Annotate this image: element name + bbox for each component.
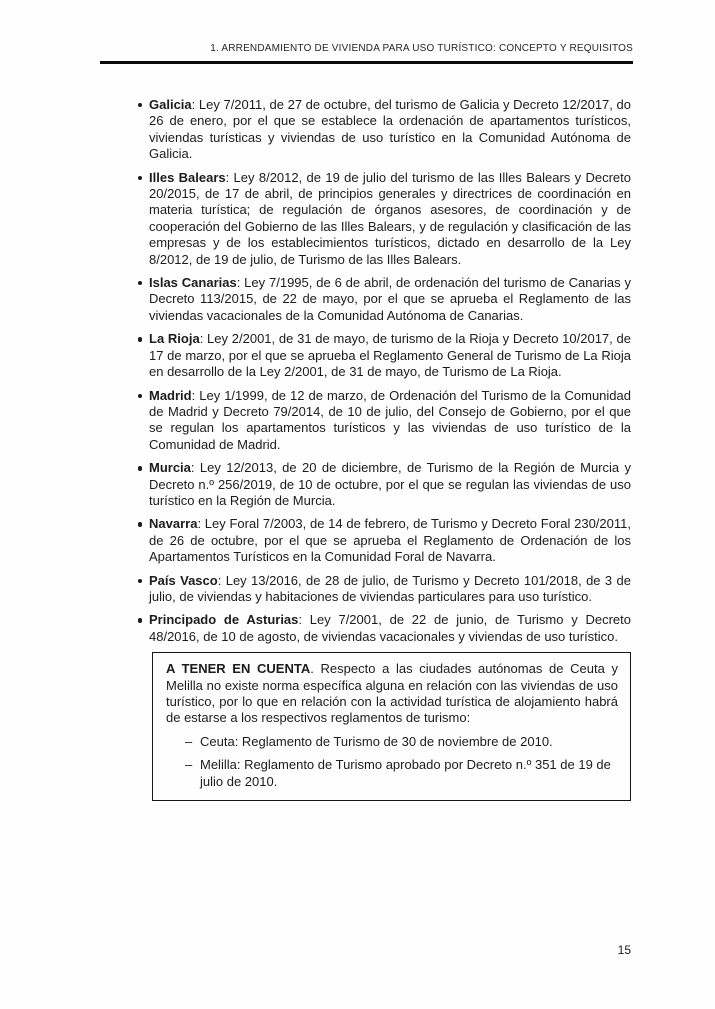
note-title: A TENER EN CUENTA bbox=[166, 661, 311, 677]
legislation-text: : Ley 12/2013, de 20 de diciembre, de Turismo de la Región de Murcia y Decreto n.º 256/2019, de 10 de octubre, por el que se regulan las viviendas de uso turístico en la Región de Murcia. bbox=[149, 460, 631, 508]
legislation-text: : Ley 13/2016, de 28 de julio, de Turismo y Decreto 101/2018, de 3 de julio, de viviendas y habitaciones de viviendas particulares para uso turístico. bbox=[149, 572, 631, 604]
legislation-item-la-rioja bbox=[137, 331, 631, 380]
legislation-text: : Ley 8/2012, de 19 de julio del turismo de las Illes Balears y Decreto 20/2015, de 17 de abril, de principios generales y directrices de coordinación en materia turística; de regulación de órganos asesores, de coordinación y de cooperación del Gobierno de las Illes Balears, y de regulación y clasificación de las empresas y de los establecimientos turísticos, dictado en desarrollo de la Ley 8/2012, de 19 de julio, de Turismo de las Illes Balears. bbox=[149, 169, 631, 267]
legislation-text: : Ley 7/2011, de 27 de octubre, del turismo de Galicia y Decreto 12/2017, do 26 de enero, por el que se establece la ordenación de apartamentos turísticos, viviendas turísticas y viviendas de uso turístico en la Comunidad Autónoma de Galicia. bbox=[149, 97, 631, 162]
running-header: 1. ARRENDAMIENTO DE VIVIENDA PARA USO TURÍSTICO: CONCEPTO Y REQUISITOS bbox=[210, 43, 633, 54]
legislation-item-illes-balears bbox=[137, 170, 631, 268]
note-box bbox=[152, 652, 631, 801]
legislation-item-islas-canarias bbox=[137, 275, 631, 324]
header-rule bbox=[100, 61, 633, 64]
legislation-item-madrid bbox=[137, 388, 631, 454]
legislation-item-galicia bbox=[137, 97, 631, 163]
region-name: Galicia bbox=[149, 97, 192, 112]
note-intro bbox=[166, 661, 618, 727]
page-number: 15 bbox=[617, 943, 631, 957]
legislation-list bbox=[137, 97, 631, 645]
region-name: País Vasco bbox=[149, 572, 218, 588]
note-item-text: Melilla: Reglamento de Turismo aprobado por Decreto n.º 351 de 19 de julio de 2010. bbox=[200, 757, 611, 789]
note-item-melilla bbox=[166, 757, 618, 790]
note-item-text: Ceuta: Reglamento de Turismo de 30 de noviembre de 2010. bbox=[200, 733, 553, 749]
legislation-item-navarra bbox=[137, 516, 631, 565]
legislation-item-pais-vasco bbox=[137, 573, 631, 606]
legislation-text: : Ley Foral 7/2003, de 14 de febrero, de Turismo y Decreto Foral 230/2011, de 26 de octubre, por el que se aprueba el Reglamento de Ordenación de los Apartamentos Turísticos en la Comunidad Foral de Navarra. bbox=[149, 516, 631, 565]
note-item-ceuta bbox=[166, 734, 618, 750]
note-intro-text: . Respecto a las ciudades autónomas de Ceuta y Melilla no existe norma específica alguna en relación con las viviendas de uso turístico, por lo que en relación con la actividad turística de alojamiento habrá de estarse a los respectivos reglamentos de turismo: bbox=[166, 661, 618, 726]
page-content bbox=[137, 97, 631, 801]
legislation-text: : Ley 1/1999, de 12 de marzo, de Ordenación del Turismo de la Comunidad de Madrid y Decreto 79/2014, de 10 de julio, del Consejo de Gobierno, por el que se regulan los apartamentos turísticos y las viviendas de uso turístico de la Comunidad de Madrid. bbox=[149, 387, 631, 452]
note-list bbox=[166, 734, 618, 790]
region-name: Navarra bbox=[149, 516, 198, 532]
region-name: La Rioja bbox=[149, 331, 200, 347]
legislation-text: : Ley 7/1995, de 6 de abril, de ordenación del turismo de Canarias y Decreto 113/2015, de 22 de mayo, por el que se aprueba el Reglamento de las viviendas vacacionales de la Comunidad Autónoma de Canarias. bbox=[149, 275, 631, 323]
legislation-text: : Ley 7/2001, de 22 de junio, de Turismo y Decreto 48/2016, de 10 de agosto, de viviendas vacacionales y viviendas de uso turístico. bbox=[149, 612, 632, 644]
region-name: Murcia bbox=[149, 460, 191, 476]
region-name: Islas Canarias bbox=[149, 275, 237, 291]
legislation-text: : Ley 2/2001, de 31 de mayo, de turismo de la Rioja y Decreto 10/2017, de 17 de marzo, por el que se aprueba el Reglamento General de Turismo de La Rioja en desarrollo de la Ley 2/2001, de 31 de mayo, de Turismo de La Rioja. bbox=[149, 331, 631, 380]
region-name: Madrid bbox=[149, 387, 192, 403]
region-name: Illes Balears bbox=[149, 169, 226, 185]
legislation-item-murcia bbox=[137, 460, 631, 509]
legislation-item-asturias bbox=[137, 612, 631, 645]
region-name: Principado de Asturias bbox=[149, 612, 299, 628]
